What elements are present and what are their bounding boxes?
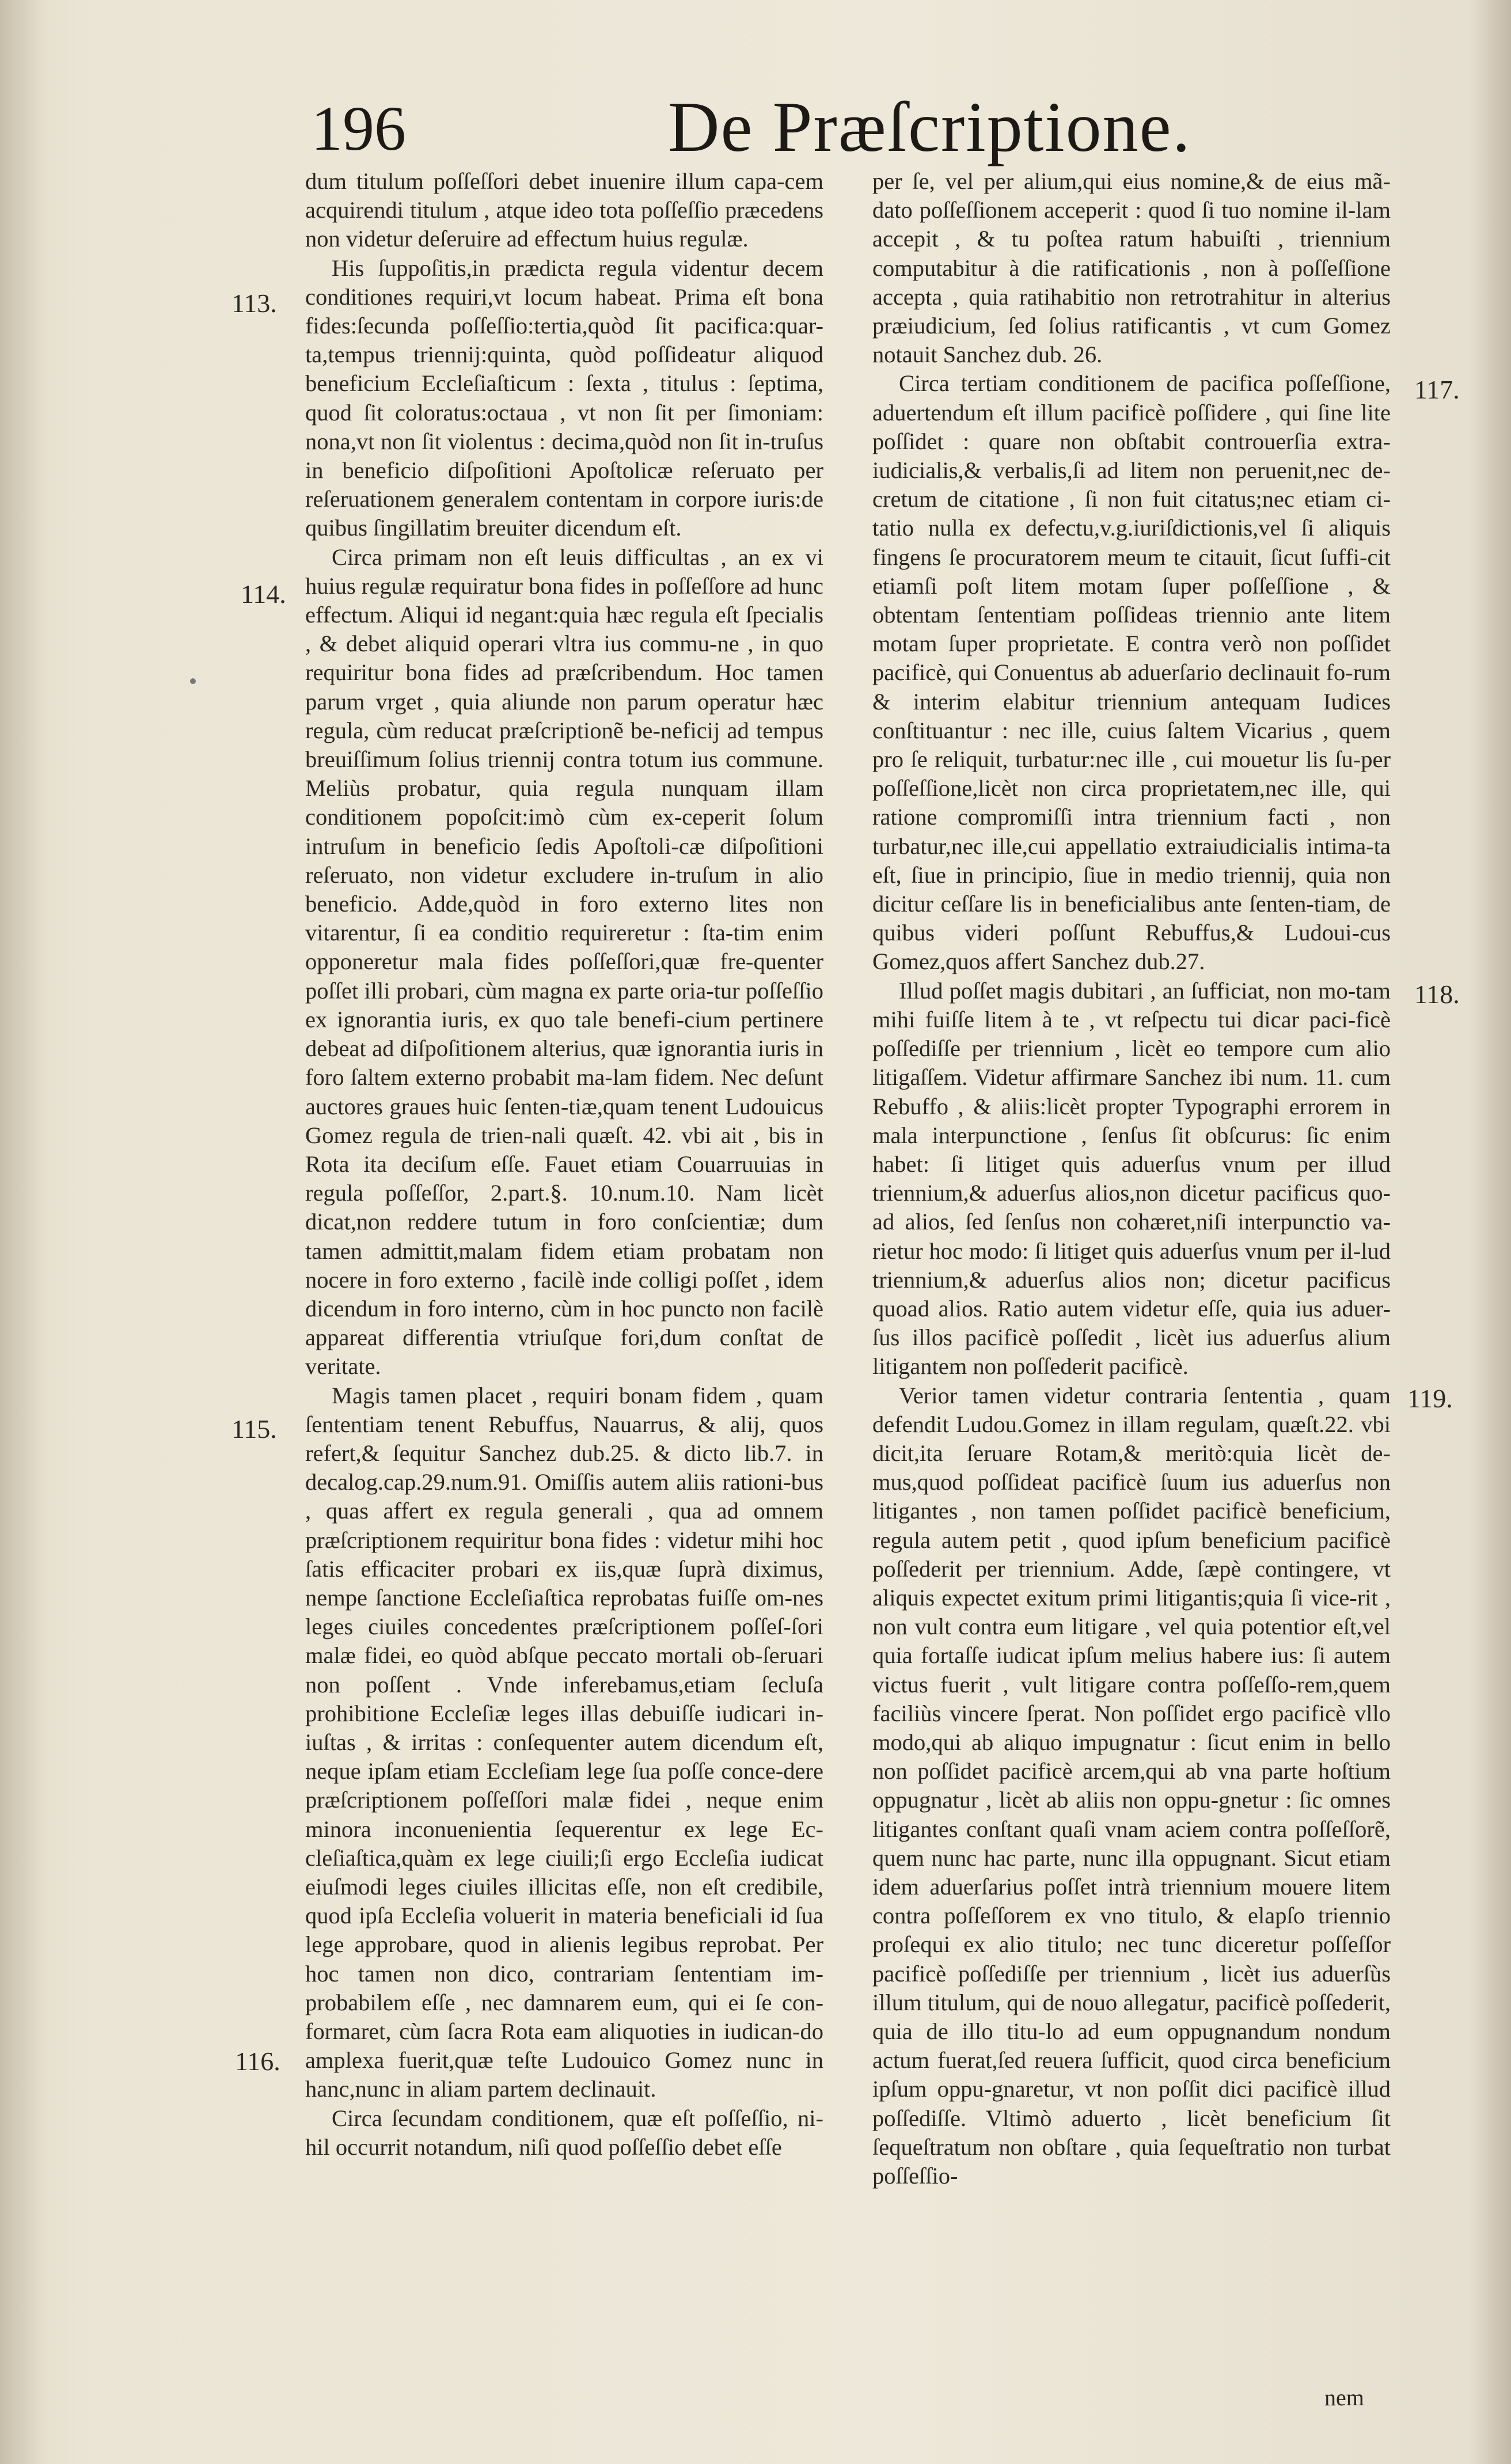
paragraph: per ſe, vel per alium,qui eius nomine,& de eius mã-dato poſſeſſionem acceperit : quod ſi tuo nomine il-lam accepit , & tu poſtea ratum habuiſti , triennium computabitur à die ratificationis , non à poſſeſſione accepta , quia ratihabitio non retrotrahitur in alterius præiudicium, ſed ſolius ratificantis , vt cum Gomez notauit Sanchez dub. 26. (872, 168, 1391, 368)
page-header (0, 86, 1511, 167)
margin-number: 115. (231, 1414, 277, 1444)
catchword: nem (1324, 2385, 1364, 2410)
margin-mark (190, 678, 196, 684)
paragraph: dum titulum poſſeſſori debet inuenire illum capa-cem acquirendi titulum , atque ideo tota poſſeſſio præcedens non videtur deſeruire ad effectum huius regulæ. (305, 168, 823, 252)
margin-number: 117. (1414, 375, 1460, 404)
margin-number: 116. (235, 2047, 280, 2076)
paragraph: His ſuppoſitis,in prædicta regula videntur decem conditiones requiri,vt locum habeat. Prima eſt bona fides:ſecunda poſſeſſio:tertia,quòd ſit pacifica:quar-ta,tempus triennij:quinta, quòd poſſideatur aliquod beneficium Eccleſiaſticum : ſexta , titulus : ſeptima, quod ſit coloratus:octaua , vt non ſit per ſimoniam: nona,vt non ſit violentus : decima,quòd non ſit in-truſus in beneficio diſpoſitioni Apoſtolicæ reſeruato per reſeruationem generalem contentam in corpore iuris:de quibus ſingillatim breuiter dicendum eſt. (305, 255, 823, 541)
margin-number: 118. (1414, 979, 1460, 1009)
paragraph: Circa tertiam conditionem de pacifica poſſeſſione, aduertendum eſt illum pacificè poſſidere , qui ſine lite poſſidet : quare non obſtabit controuerſia extra-iudicialis,& verbalis,ſi ad litem non peruenit,nec de-cretum de citatione , ſi non fuit citatus;nec etiam ci-tatio nulla ex defectu,v.g.iuriſdictionis,vel ſi aliquis fingens ſe procuratorem meum te citauit, ſicut ſuffi-cit etiamſi poſt litem motam ſuper poſſeſſione , & obtentam ſententiam poſſideas triennio ante litem motam ſuper proprietate. E contra verò non poſſidet pacificè, qui Conuentus ab aduerſario declinauit fo-rum & interim elabitur triennium antequam Iudices conſtituantur : nec ille, cuius ſaltem Vicarius , quem pro ſe reliquit, turbatur:nec ille , cui mouetur lis ſu-per poſſeſſione,licèt non circa proprietatem,nec ille, qui ratione compromiſſi intra triennium facti , non turbatur,nec ille,cui appellatio extraiudicialis intima-ta eſt, ſiue in principio, ſiue in medio triennij, quia non dicitur ceſſare lis in beneficialibus ante ſenten-tiam, de quibus videri poſſunt Rebuffus,& Ludoui-cus Gomez,quos affert Sanchez dub.27. (872, 370, 1391, 975)
right-column (872, 167, 1391, 2190)
paragraph: Verior tamen videtur contraria ſententia , quam defendit Ludou.Gomez in illam regulam, quæſt.22. vbi dicit,ita ſeruare Rotam,& meritò:quia licèt de-mus,quod poſſideat pacificè ſuum ius aduerſus non litigantes , non tamen poſſidet pacificè beneficium, regula autem petit , quod ipſum beneficium pacificè poſſederit per triennium. Adde, ſæpè contingere, vt aliquis expectet exitum primi litigantis;quia ſi vice-rit , non vult contra eum litigare , vel quia potentior eſt,vel quia fortaſſe iudicat ipſum melius habere ius: ſi autem victus fuerit , vult litigare contra poſſeſſo-rem,quem faciliùs vincere ſperat. Non poſſidet ergo pacificè vllo modo,qui ab aliquo impugnatur : ſicut enim in bello non poſſidet pacificè arcem,qui ab vna parte hoſtium oppugnatur , licèt ab aliis non oppu-gnetur : ſic omnes litigantes conſtant quaſi vnam aciem contra poſſeſſorẽ, quem nunc hac parte, nunc illa oppugnant. Sicut etiam idem aduerſarius poſſet intrà triennium mouere litem contra poſſeſſorem ex vno titulo, & elapſo triennio proſequi ex alio titulo; nec tunc diceretur poſſeſſor pacificè poſſediſſe per triennium , licèt ius aduerſùs illum titulum, qui de nouo allegatur, pacificè poſſederit, quia de illo titu-lo ad eum oppugnandum nondum actum fuerat,ſed reuera ſufficit, quod circa beneficium ipſum oppu-gnaretur, vt non poſſit dici pacificè illud poſſediſſe. Vltimò aduerto , licèt beneficium ſit ſequeſtratum non obſtare , quia ſequeſtratio non turbat poſſeſſio- (872, 1382, 1391, 2189)
page-edge-shadow (1468, 0, 1511, 2464)
paragraph: Illud poſſet magis dubitari , an ſufficiat, non mo-tam mihi fuiſſe litem à te , vt reſpectu tui dicar paci-ficè poſſediſſe per triennium , licèt eo tempore cum alio litigaſſem. Videtur affirmare Sanchez ibi num. 11. cum Rebuffo , & aliis:licèt propter Typographi errorem in mala interpunctione , ſenſus ſit obſcurus: ſic enim habet: ſi litiget quis aduerſus vnum per illud triennium,& aduerſus alios,non dicetur pacificus quo-ad alios, ſed ſenſus non cohæret,niſi interpunctio va-rietur hoc modo: ſi litiget quis aduerſus vnum per il-lud triennium,& aduerſus alios non; dicetur pacificus quoad alios. Ratio autem videtur eſſe, quia ius aduer-ſus illos pacificè poſſedit , licèt ius aduerſus alium litigantem non poſſederit pacificè. (872, 977, 1391, 1380)
paragraph: Circa primam non eſt leuis difficultas , an ex vi huius regulæ requiratur bona fides in poſſeſſore ad hunc effectum. Aliqui id negant:quia hæc regula eſt ſpecialis , & debet aliquid operari vltra ius commu-ne , in quo requiritur bona fides ad præſcribendum. Hoc tamen parum vrget , quia aliunde non parum operatur hæc regula, cùm reducat præſcriptionẽ be-neficij ad tempus breuiſſimum ſolius triennij contra totum ius commune. Meliùs probatur, quia regula nunquam illam conditionem popoſcit:imò cùm ex-ceperit ſolum intruſum in beneficio ſedis Apoſtoli-cæ diſpoſitioni reſeruato, non videtur excludere in-truſum in alio beneficio. Adde,quòd in foro externo lites non vitarentur, ſi ea conditio requireretur : ſta-tim enim opponeretur mala fides poſſeſſori,quæ fre-quenter poſſet illi probari, cùm magna ex parte oria-tur poſſeſſio ex ignorantia iuris, ex quo tale benefi-cium pertinere debeat ad diſpoſitionem alterius, quæ ignorantia iuris in foro ſaltem externo probabit ma-lam fidem. Nec deſunt auctores graues huic ſenten-tiæ,quam tenent Ludouicus Gomez regula de trien-nali quæſt. 42. vbi ait , bis in Rota ita deciſum eſſe. Fauet etiam Couarruuias in regula poſſeſſor, 2.part.§. 10.num.10. Nam licèt dicat,non reddere tutum in foro conſcientiæ; dum tamen admittit,malam fidem etiam probatam non nocere in foro externo , facilè inde colligi poſſet , idem dicendum in foro interno, cùm in hoc puncto non facilè appareat differentia vtriuſque fori,dum conſtat de veritate. (305, 544, 823, 1380)
margin-number: 114. (241, 579, 286, 609)
binding-shadow-left (0, 0, 46, 2464)
page-number: 196 (311, 93, 406, 164)
paragraph: Circa ſecundam conditionem, quæ eſt poſſeſſio, ni-hil occurrit notandum, niſi quod poſſeſſio debet eſſe (305, 2105, 823, 2160)
left-column (305, 167, 823, 2162)
margin-number: 119. (1407, 1384, 1453, 1413)
margin-number: 113. (231, 288, 277, 318)
running-title: De Præſcriptione. (668, 88, 1191, 166)
paragraph: Magis tamen placet , requiri bonam fidem , quam ſententiam tenent Rebuffus, Nauarrus, & alij, quos refert,& ſequitur Sanchez dub.25. & dicto lib.7. in decalog.cap.29.num.91. Omiſſis autem aliis rationi-bus , quas affert ex regula generali , qua ad omnem præſcriptionem requiritur bona fides : videtur mihi hoc ſatis efficaciter probari ex iis,quæ ſuprà diximus, nempe ſanctione Eccleſiaſtica reprobatas fuiſſe om-nes leges ciuiles concedentes præſcriptionem poſſeſ-ſori malæ fidei, eo quòd abſque peccato mortali ob-ſeruari non poſſent . Vnde inferebamus,etiam ſecluſa prohibitione Eccleſiæ leges illas debuiſſe iudicari in-iuſtas , & irritas : conſequenter autem dicendum eſt, neque ipſam etiam Eccleſiam lege ſua poſſe conce-dere præſcriptionem poſſeſſori malæ fidei , neque enim minora inconuenientia ſequerentur ex lege Ec-cleſiaſtica,quàm ex lege ciuili;ſi ergo Eccleſia iudicat eiuſmodi leges ciuiles illicitas eſſe, non eſt credibile, quod ipſa Eccleſia voluerit in materia beneficiali id ſua lege approbare, quod in alienis legibus reprobat. Per hoc tamen non dico, contrariam ſententiam im-probabilem eſſe , nec damnarem eum, qui ei ſe con-formaret, cùm ſacra Rota eam aliquoties in iudican-do amplexa fuerit,quæ teſte Ludouico Gomez nunc in hanc,nunc in aliam partem declinauit. (305, 1382, 823, 2102)
